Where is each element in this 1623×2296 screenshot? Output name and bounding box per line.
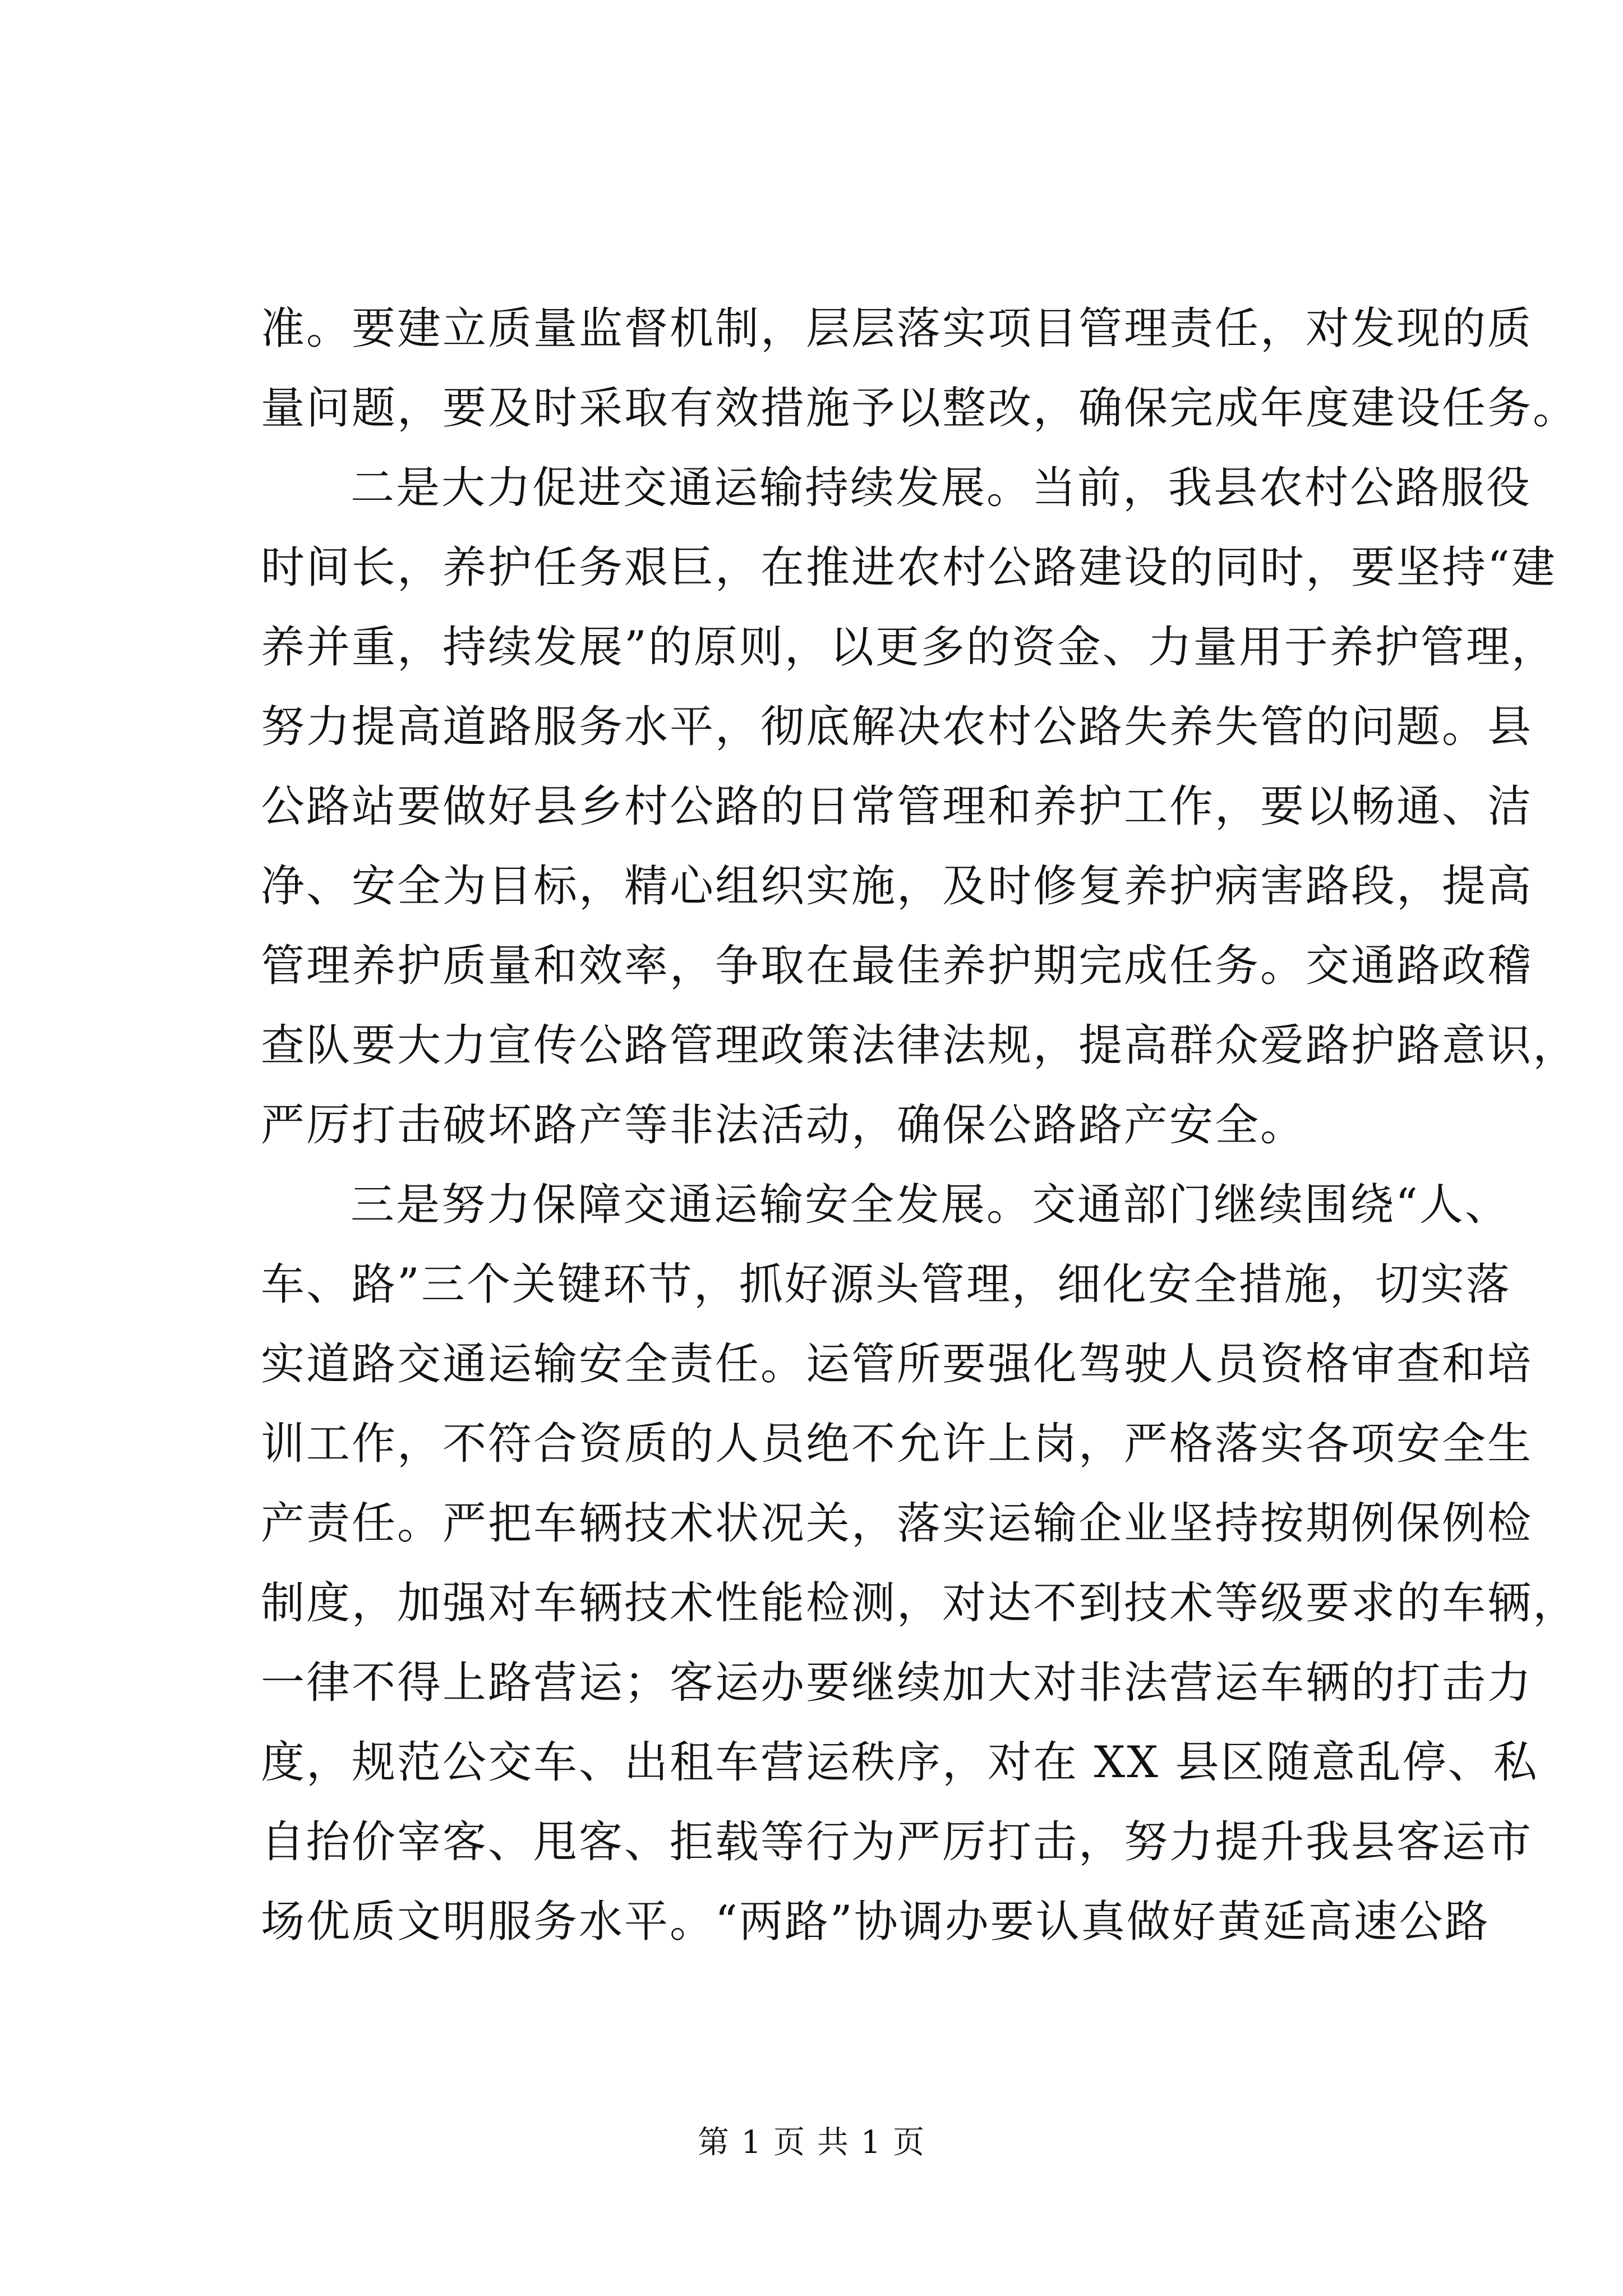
text-line: 度，规范公交车、出租车营运秩序，对在 XX 县区随意乱停、私 <box>261 1737 1539 1788</box>
text-line: 实道路交通运输安全责任。运管所要强化驾驶人员资格审查和培 <box>261 1339 1533 1389</box>
text-line: 自抬价宰客、甩客、拒载等行为严厉打击，努力提升我县客运市 <box>261 1817 1533 1867</box>
text-line: 管理养护质量和效率，争取在最佳养护期完成任务。交通路政稽 <box>261 941 1533 991</box>
text-line: 量问题，要及时采取有效措施予以整改，确保完成年度建设任务。 <box>261 383 1579 434</box>
paragraph-1 <box>261 289 1579 448</box>
page-footer: 第 1 页 共 1 页 <box>697 2124 926 2161</box>
text-line: 二是大力促进交通运输持续发展。当前，我县农村公路服役 <box>351 463 1532 513</box>
text-line: 三是努力保障交通运输安全发展。交通部门继续围绕“人、 <box>351 1180 1510 1230</box>
text-line: 公路站要做好县乡村公路的日常管理和养护工作，要以畅通、洁 <box>261 781 1533 832</box>
text-line: 一律不得上路营运；客运办要继续加大对非法营运车辆的打击力 <box>261 1658 1533 1708</box>
text-line: 净、安全为目标，精心组织实施，及时修复养护病害路段，提高 <box>261 861 1533 912</box>
text-line: 养并重，持续发展”的原则，以更多的资金、力量用于养护管理， <box>261 622 1557 673</box>
text-line: 时间长，养护任务艰巨，在推进农村公路建设的同时，要坚持“建 <box>261 542 1557 593</box>
text-line: 产责任。严把车辆技术状况关，落实运输企业坚持按期例保例检 <box>261 1498 1533 1549</box>
text-line: 努力提高道路服务水平，彻底解决农村公路失养失管的问题。县 <box>261 702 1533 752</box>
text-line: 制度，加强对车辆技术性能检测，对达不到技术等级要求的车辆， <box>261 1578 1579 1628</box>
text-line: 训工作，不符合资质的人员绝不允许上岗，严格落实各项安全生 <box>261 1419 1533 1469</box>
text-line: 场优质文明服务水平。“两路”协调办要认真做好黄延高速公路 <box>261 1897 1490 1947</box>
text-line: 准。要建立质量监督机制，层层落实项目管理责任，对发现的质 <box>261 303 1533 354</box>
text-line: 查队要大力宣传公路管理政策法律法规，提高群众爱路护路意识， <box>261 1020 1579 1071</box>
paragraph-2 <box>261 448 1579 1165</box>
paragraph-3 <box>261 1165 1579 1962</box>
document-body <box>261 289 1579 1962</box>
text-line: 车、路”三个关键环节，抓好源头管理，细化安全措施，切实落 <box>261 1259 1511 1310</box>
text-line: 严厉打击破坏路产等非法活动，确保公路路产安全。 <box>261 1100 1306 1151</box>
